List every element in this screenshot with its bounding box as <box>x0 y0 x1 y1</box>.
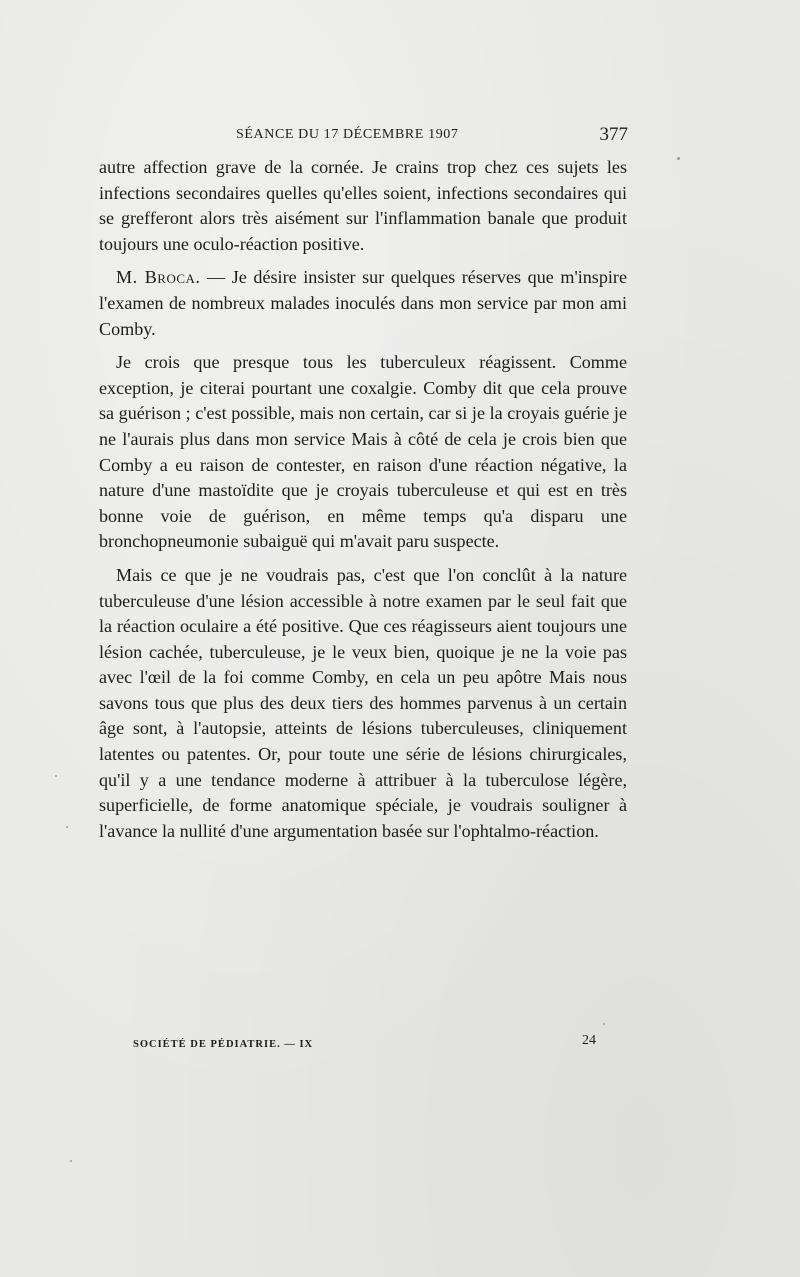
paper-speck <box>70 1160 72 1162</box>
paragraph-text: — Je désire insister sur quelques réserves que m'inspire l'examen de nombreux malades inoculés dans mon service par mon ami Comby. <box>99 267 627 339</box>
paper-speck <box>677 157 680 160</box>
paragraph-continuation <box>99 155 627 257</box>
speaker-name: M. Broca. <box>116 267 201 288</box>
paragraph-broca <box>99 265 627 342</box>
signature-mark: SOCIÉTÉ DE PÉDIATRIE. — IX <box>133 1039 314 1050</box>
running-head: SÉANCE DU 17 DÉCEMBRE 1907 <box>236 127 459 142</box>
paper-speck <box>603 1023 605 1025</box>
page-number: 377 <box>599 124 628 145</box>
signature-number: 24 <box>582 1033 596 1048</box>
page-header <box>100 124 628 148</box>
paragraph-text: Je crois que presque tous les tuberculeux réagissent. Comme exception, je citerai pourtant une coxalgie. Comby dit que cela prouve sa guérison ; c'est possible, mais non certain, car si je la croyais guérie je ne l'aurais plus dans mon service Mais à côté de cela je crois bien que Comby a eu raison de contester, en raison d'une réaction négative, la nature d'une mastoïdite que je croyais tuberculeuse et qui est en très bonne voie de guérison, en même temps qu'a disparu une bronchopneumonie subaiguë qui m'avait paru suspecte. <box>99 352 627 552</box>
paragraph-conclusion <box>99 563 627 845</box>
paragraph-text: Mais ce que je ne voudrais pas, c'est que l'on conclût à la nature tuberculeuse d'une lésion accessible à notre examen par le seul fait que la réaction oculaire a été positive. Que ces réagisseurs aient toujours une lésion cachée, tuberculeuse, je le veux bien, quoique je ne la voie pas avec l'œil de la foi comme Comby, en cela un peu apôtre Mais nous savons tous que plus des deux tiers des hommes parvenus à un certain âge sont, à l'autopsie, atteints de lésions tuberculeuses, cliniquement latentes ou patentes. Or, pour toute une série de lésions chirurgicales, qu'il y a une tendance moderne à attribuer à la tuberculose légère, superficielle, de forme anatomique spéciale, je voudrais souligner à l'avance la nullité d'une argumentation basée sur l'ophtalmo-réaction. <box>99 564 627 841</box>
body-text <box>99 155 627 852</box>
paper-speck <box>66 826 68 828</box>
paragraph-text: autre affection grave de la cornée. Je crains trop chez ces sujets les infections secondaires quelles qu'elles soient, infections secondaires qui se grefferont alors très aisément sur l'inflammation banale que produit toujours une oculo-réaction positive. <box>99 157 627 254</box>
paper-speck <box>55 775 57 777</box>
paragraph-tuberculeux <box>99 350 627 555</box>
